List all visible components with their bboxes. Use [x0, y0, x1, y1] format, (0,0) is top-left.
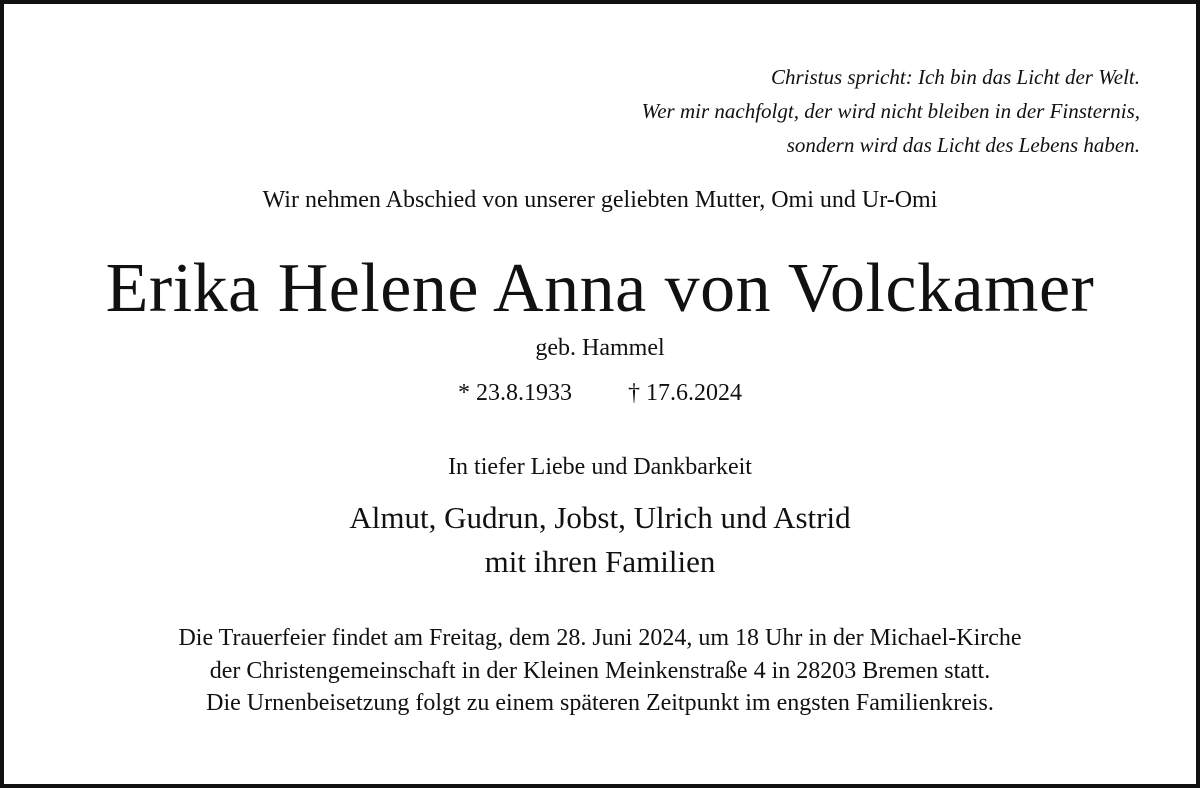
- maiden-name: geb. Hammel: [535, 335, 665, 361]
- mourner-names: Almut, Gudrun, Jobst, Ulrich und Astrid: [349, 500, 851, 535]
- service-line-2: der Christengemeinschaft in der Kleinen Meinkenstraße 4 in 28203 Bremen statt.: [209, 657, 991, 684]
- verse-line-3: sondern wird das Licht des Lebens haben.: [786, 133, 1140, 157]
- life-dates: [0, 376, 1200, 410]
- service-line-3: Die Urnenbeisetzung folgt zu einem späteren Zeitpunkt im engsten Familienkreis.: [206, 690, 994, 716]
- verse-line-2: Wer mir nachfolgt, der wird nicht bleiben in der Finsternis,: [641, 99, 1140, 123]
- mourner-suffix: mit ihren Familien: [484, 544, 716, 579]
- bible-verse: [642, 60, 1140, 162]
- death-date: † 17.6.2024: [628, 380, 742, 406]
- funeral-service-info: [0, 622, 1200, 720]
- verse-line-1: Christus spricht: Ich bin das Licht der Welt.: [770, 65, 1140, 89]
- closing-phrase: In tiefer Liebe und Dankbarkeit: [448, 454, 752, 480]
- deceased-name: Erika Helene Anna von Volckamer: [105, 250, 1095, 327]
- service-line-1: Die Trauerfeier findet am Freitag, dem 28. Juni 2024, um 18 Uhr in der Michael-Kirche: [178, 625, 1022, 651]
- mourners: [0, 496, 1200, 584]
- farewell-intro: Wir nehmen Abschied von unserer geliebten Mutter, Omi und Ur-Omi: [262, 187, 938, 213]
- birth-date: * 23.8.1933: [458, 380, 572, 406]
